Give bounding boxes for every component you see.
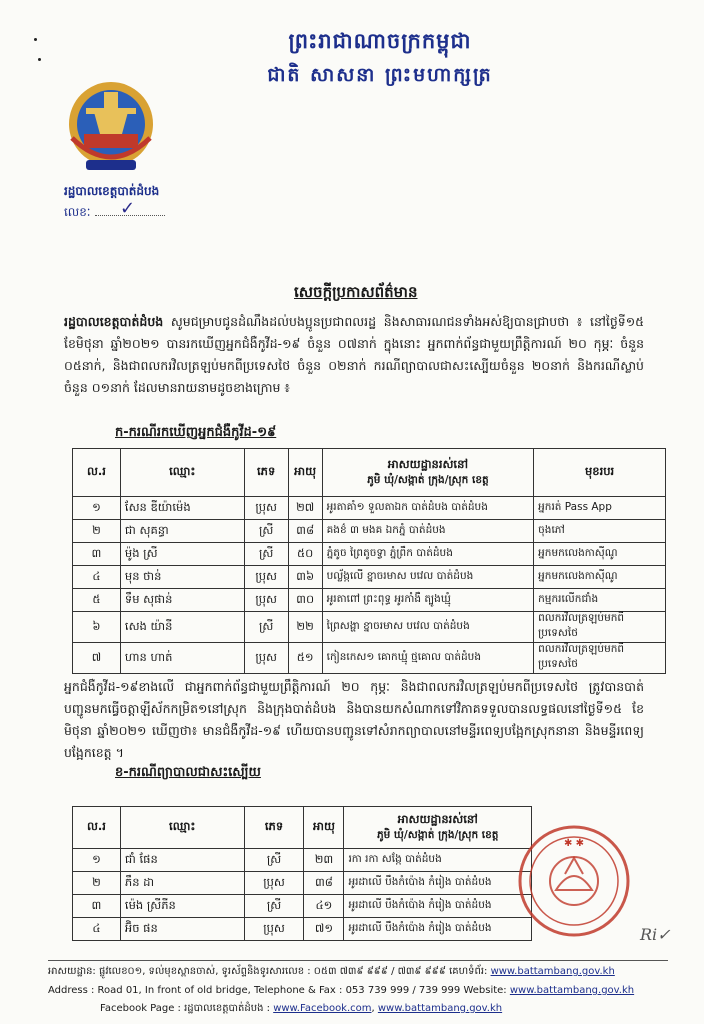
cell-age: ៥០ <box>288 543 322 566</box>
cell-name: ជា សុគន្ធា <box>120 520 244 543</box>
cell-name: ទឹម សុផាន់ <box>120 589 244 612</box>
cell-age: ៣០ <box>288 589 322 612</box>
cell-address: រកា រកា សង្កែ បាត់ដំបង <box>344 849 532 872</box>
col-address <box>322 449 534 497</box>
col-no: ល.រ <box>73 807 121 849</box>
cell-sex: ប្រុស <box>244 918 304 941</box>
table-row <box>73 895 532 918</box>
recovered-table <box>72 806 532 941</box>
cell-address: អូរដាលើ បឹងកំប៉ោង កំរៀង បាត់ដំបង <box>344 918 532 941</box>
cell-address: គងខ៌ ៣ មងគ ឯកភ្នំ បាត់ដំបង <box>322 520 534 543</box>
middle-paragraph: អ្នកជំងឺកូវីដ-១៩ខាងលើ ជាអ្នកពាក់ព័ន្ធជាមួយព្រឹត្តិការណ៍ ២០ កុម្ភៈ និងជាពលករវិលត្រឡប់មកពីប្រទេសថៃ ត្រូវបានបាត់បញ្ជូនមកធ្វើចត្តាឡីស័កកម្រិត១នៅស្រុក និងក្រុងបាត់ដំបង និងបានយកសំណាកទៅវិភាគទទួលបានលទ្ធផលនៅថ្ងៃទី១៥ ខែមិថុនា ឆ្នាំ២០២១ ឃើញថា៖ មានជំងឺកូវីដ-១៩ ហើយបានបញ្ជូនទៅសំរាកព្យាបាលនៅមន្ទីរពេទ្យបង្អែកស្រុកនានា និងមន្ទីរពេទ្យបង្អែកខេត្ត ។ <box>64 679 644 760</box>
table-row <box>73 918 532 941</box>
cell-no: ៤ <box>73 918 121 941</box>
cell-age: ២៣ <box>304 849 344 872</box>
signature-mark: Ri✓ <box>640 925 671 944</box>
col-address-title: អាសយដ្ឋានរស់នៅ <box>397 811 478 826</box>
cell-no: ៣ <box>73 895 121 918</box>
cell-name: សែន ឌីយ៉ាម៉េង <box>120 497 244 520</box>
footer-english-line <box>48 983 668 999</box>
province-admin-name: រដ្ឋបាលខេត្តបាត់ដំបង <box>64 184 160 198</box>
cell-age: ៧១ <box>304 918 344 941</box>
cell-no: ២ <box>73 872 121 895</box>
cell-address: អូរតាពៅ ព្រះពុទ្ធ អូរកាំងឺ ត្បូងឃ្មុំ <box>322 589 534 612</box>
col-sex: ភេទ <box>244 807 304 849</box>
col-age: អាយុ <box>304 807 344 849</box>
intro-paragraph <box>64 311 644 399</box>
col-age: អាយុ <box>288 449 322 497</box>
col-name: ឈ្មោះ <box>120 449 244 497</box>
speck-mark <box>38 58 41 61</box>
cell-no: ៣ <box>73 543 121 566</box>
table-row <box>73 849 532 872</box>
table-row <box>73 566 666 589</box>
cell-no: ៦ <box>73 612 121 643</box>
cell-occupation: ចុងភៅ <box>534 520 666 543</box>
footer-kh-text: អាសយដ្ឋាន: ផ្លូវលេខ០១, ទល់មុខស្ពានចាស់, ទូរស័ព្ទនិងទូរសារលេខ : ០៥៣ ៧៣៩ ៩៩៩ / ៧៣៩ ៩៩៩ គេហទំព័រ: <box>48 966 488 977</box>
cell-address: អូរតាគាំ១ ទួលតាឯក បាត់ដំបង បាត់ដំបង <box>322 497 534 520</box>
section-a-heading: ក-ករណីរកឃើញអ្នកជំងឺកូវីដ-១៩ <box>115 425 277 440</box>
cell-age: ៣៨ <box>288 520 322 543</box>
province-logo-icon <box>64 78 158 176</box>
cell-no: ៧ <box>73 643 121 674</box>
cell-sex: ប្រុស <box>244 589 288 612</box>
kingdom-heading: ព្រះរាជាណាចក្រកម្ពុជា <box>288 28 472 53</box>
footer-facebook-link[interactable]: www.Facebook.com <box>273 1003 372 1014</box>
table-row <box>73 497 666 520</box>
footer-en-website-link[interactable]: www.battambang.gov.kh <box>509 985 635 996</box>
intro-org: រដ្ឋបាលខេត្តបាត់ដំបង <box>64 314 164 329</box>
document-number <box>64 204 165 222</box>
col-address-title: អាសយដ្ឋានរស់នៅ <box>387 456 469 471</box>
col-address-sub: ភូមិ ឃុំ/សង្កាត់ ក្រុង/ស្រុក ខេត្ត <box>376 828 499 841</box>
cell-sex: ស្រី <box>244 520 288 543</box>
footer-divider <box>48 960 668 961</box>
cell-sex: ប្រុស <box>244 872 304 895</box>
cell-name: ម៉ូង ស្រី <box>120 543 244 566</box>
cell-address: ភ្នំតូច ព្រៃតូចទ្វា ភ្នំព្រឹក បាត់ដំបង <box>322 543 534 566</box>
cell-sex: ប្រុស <box>244 566 288 589</box>
cell-no: ៤ <box>73 566 121 589</box>
number-label: លេខៈ <box>64 205 91 219</box>
cell-age: ៣៨ <box>304 872 344 895</box>
cell-name: សេង យ៉ានី <box>120 612 244 643</box>
cell-name: មុន ថាន់ <box>120 566 244 589</box>
cell-name: ហាន ហាត់ <box>120 643 244 674</box>
table-row <box>73 612 666 643</box>
col-address-sub: ភូមិ ឃុំ/សង្កាត់ ក្រុង/ស្រុក ខេត្ត <box>367 473 489 486</box>
table-row <box>73 520 666 543</box>
table-header-row <box>73 807 532 849</box>
cell-sex: ប្រុស <box>244 497 288 520</box>
cell-occupation: អ្នកមកលេងកាស៊ីណូ <box>534 543 666 566</box>
cell-age: ៤១ <box>304 895 344 918</box>
checkmark-icon: ✓ <box>120 198 136 219</box>
cell-address: កៀនកេស១ គោកឃ្មុំ ថ្មគោល បាត់ដំបង <box>322 643 534 674</box>
cell-occupation: អ្នកមកលេងកាស៊ីណូ <box>534 566 666 589</box>
cell-sex: ស្រី <box>244 895 304 918</box>
cell-address: អូរដាលើ បឹងកំប៉ោង កំរៀង បាត់ដំបង <box>344 895 532 918</box>
svg-text:✱ ✱: ✱ ✱ <box>564 838 584 849</box>
cell-sex: ស្រី <box>244 543 288 566</box>
national-motto: ជាតិ សាសនា ព្រះមហាក្សត្រ <box>267 64 493 86</box>
footer-fb-label: Facebook Page : រដ្ឋបាលខេត្តបាត់ដំបង : <box>100 1003 270 1014</box>
col-name: ឈ្មោះ <box>120 807 244 849</box>
cell-occupation: ពលករវិលត្រឡប់មកពីប្រទេសថៃ <box>534 612 666 643</box>
table-row <box>73 643 666 674</box>
cell-age: ៣៦ <box>288 566 322 589</box>
cell-age: ៥១ <box>288 643 322 674</box>
cell-age: ២២ <box>288 612 322 643</box>
cell-name: ភឹន ដា <box>120 872 244 895</box>
footer-website-link[interactable]: www.battambang.gov.kh <box>377 1003 503 1014</box>
table-row <box>73 872 532 895</box>
footer-facebook-line: Facebook Page : រដ្ឋបាលខេត្តបាត់ដំបង : www.Facebook.com, www.battambang.gov.kh <box>100 1003 503 1014</box>
cell-no: ១ <box>73 849 121 872</box>
intro-text: សូមជម្រាបជូនដំណឹងដល់បងប្អូនប្រជាពលរដ្ឋ និងសាធារណជនទាំងអស់ឱ្យបានជ្រាបថា ៖ នៅថ្ងៃទី១៥ ខែមិថុនា ឆ្នាំ២០២១ បានរកឃើញអ្នកជំងឺកូវីដ-១៩ ចំនួន ០៧នាក់ ក្នុងនោះ អ្នកពាក់ព័ន្ធជាមួយព្រឹត្តិការណ៍ ២០ កុម្ភៈ ចំនួន ០៥នាក់, និងជាពលករវិលត្រឡប់មកពីប្រទេសថៃ ចំនួន ០២នាក់ ករណីព្យាបាលជាសះស្បើយចំនួន ២០នាក់ និងករណីស្លាប់ ចំនួន ០១នាក់ ដែលមានរាយនាមដូចខាងក្រោម ៖ <box>64 314 644 395</box>
new-cases-table <box>72 448 666 674</box>
cell-sex: ប្រុស <box>244 643 288 674</box>
cell-no: ១ <box>73 497 121 520</box>
cell-address: អូរដាលើ បឹងកំប៉ោង កំរៀង បាត់ដំបង <box>344 872 532 895</box>
speck-mark <box>34 38 37 41</box>
section-b-heading: ខ-ករណីព្យាបាលជាសះស្បើយ <box>115 765 261 780</box>
cell-name: អ៊ិច ផន <box>120 918 244 941</box>
col-occupation: មុខរបរ <box>534 449 666 497</box>
footer-khmer-line <box>48 964 668 980</box>
cell-no: ២ <box>73 520 121 543</box>
cell-no: ៥ <box>73 589 121 612</box>
col-no: ល.រ <box>73 449 121 497</box>
cell-occupation: កម្មករលើកជាំង <box>534 589 666 612</box>
footer-en-text: Address : Road 01, In front of old bridge, Telephone & Fax : 053 739 999 / 739 999 Website: <box>48 985 507 996</box>
cell-address: បល្ល័ង្កលើ ខ្នាចរមាស បវេល បាត់ដំបង <box>322 566 534 589</box>
footer-kh-website-link[interactable]: www.battambang.gov.kh <box>490 966 615 977</box>
cell-occupation: ពលករវិលត្រឡប់មកពីប្រទេសថៃ <box>534 643 666 674</box>
document-title: សេចក្ដីប្រកាសព័ត៌មាន <box>294 283 418 301</box>
cell-occupation: អ្នករត់ Pass App <box>534 497 666 520</box>
cell-address: ព្រៃសង្ហា ខ្នាចរមាស បវេល បាត់ដំបង <box>322 612 534 643</box>
cell-sex: ស្រី <box>244 849 304 872</box>
table-row <box>73 543 666 566</box>
official-seal-icon <box>515 822 633 940</box>
cell-name: ជាំ ផែន <box>120 849 244 872</box>
cell-sex: ស្រី <box>244 612 288 643</box>
table-row <box>73 589 666 612</box>
col-sex: ភេទ <box>244 449 288 497</box>
col-address <box>344 807 532 849</box>
table-header-row <box>73 449 666 497</box>
cell-age: ២៧ <box>288 497 322 520</box>
cell-name: ម៉េង ស្រីភីន <box>120 895 244 918</box>
